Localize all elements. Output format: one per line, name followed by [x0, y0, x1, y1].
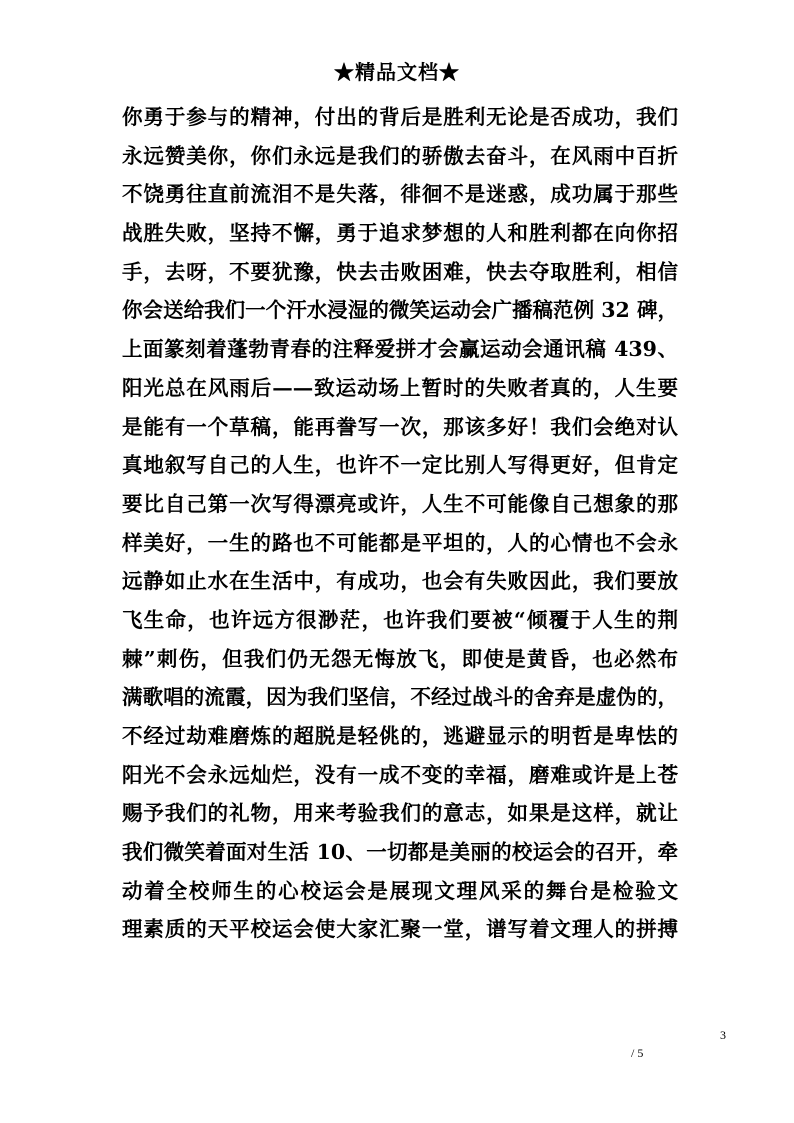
body-text-line: 动着全校师生的心校运会是展现文理风采的舞台是检验文	[122, 878, 678, 903]
body-text-line: 样美好，一生的路也不可能都是平坦的，人的心情也不会永	[122, 530, 678, 555]
body-text-line: 上面篆刻着蓬勃青春的注释爱拼才会赢运动会通讯稿 439、	[122, 337, 678, 362]
body-text-line: 满歌唱的流霞，因为我们坚信，不经过战斗的舍弃是虚伪的，	[122, 685, 678, 710]
body-text-line: 我们微笑着面对生活 10、一切都是美丽的校运会的召开，牵	[122, 840, 678, 865]
body-text-line: 远静如止水在生活中，有成功，也会有失败因此，我们要放	[122, 569, 678, 594]
body-text-line: 战胜失败，坚持不懈，勇于追求梦想的人和胜利都在向你招	[122, 221, 678, 246]
body-text-line: 棘”刺伤，但我们仍无怨无悔放飞，即使是黄昏，也必然布	[122, 646, 678, 671]
page-number: 3	[720, 1028, 726, 1042]
body-text-line: 不经过劫难磨炼的超脱是轻佻的，逃避显示的明哲是卑怯的	[122, 724, 678, 748]
body-text-line: 你勇于参与的精神，付出的背后是胜利无论是否成功，我们	[122, 105, 678, 129]
body-text-line: 真地叙写自己的人生，也许不一定比别人写得更好，但肯定	[122, 453, 678, 478]
body-text-line: 是能有一个草稿，能再誊写一次，那该多好！我们会绝对认	[122, 414, 678, 439]
body-text-line: 阳光不会永远灿烂，没有一成不变的幸福，磨难或许是上苍	[122, 762, 678, 787]
document-body	[122, 102, 678, 953]
body-text-line: 你会送给我们一个汗水浸湿的微笑运动会广播稿范例 32 碑，	[122, 298, 678, 323]
body-text-line: 手，去呀，不要犹豫，快去击败困难，快去夺取胜利，相信	[122, 259, 678, 284]
body-text-line: 不饶勇往直前流泪不是失落，徘徊不是迷惑，成功属于那些	[122, 182, 678, 207]
body-text-line: 赐予我们的礼物，用来考验我们的意志，如果是这样，就让	[122, 801, 678, 826]
document-header-title: ★精品文档★	[334, 60, 460, 84]
body-text-line: 理素质的天平校运会使大家汇聚一堂，谱写着文理人的拼搏	[122, 917, 678, 942]
page-total: / 5	[631, 1046, 644, 1060]
body-text-line: 要比自己第一次写得漂亮或许，人生不可能像自己想象的那	[122, 491, 678, 516]
body-text-line: 阳光总在风雨后——致运动场上暂时的失败者真的，人生要	[122, 375, 678, 400]
body-text-line: 飞生命，也许远方很渺茫，也许我们要被“倾覆于人生的荆	[122, 607, 678, 632]
body-text-line: 永远赞美你，你们永远是我们的骄傲去奋斗，在风雨中百折	[122, 143, 678, 168]
